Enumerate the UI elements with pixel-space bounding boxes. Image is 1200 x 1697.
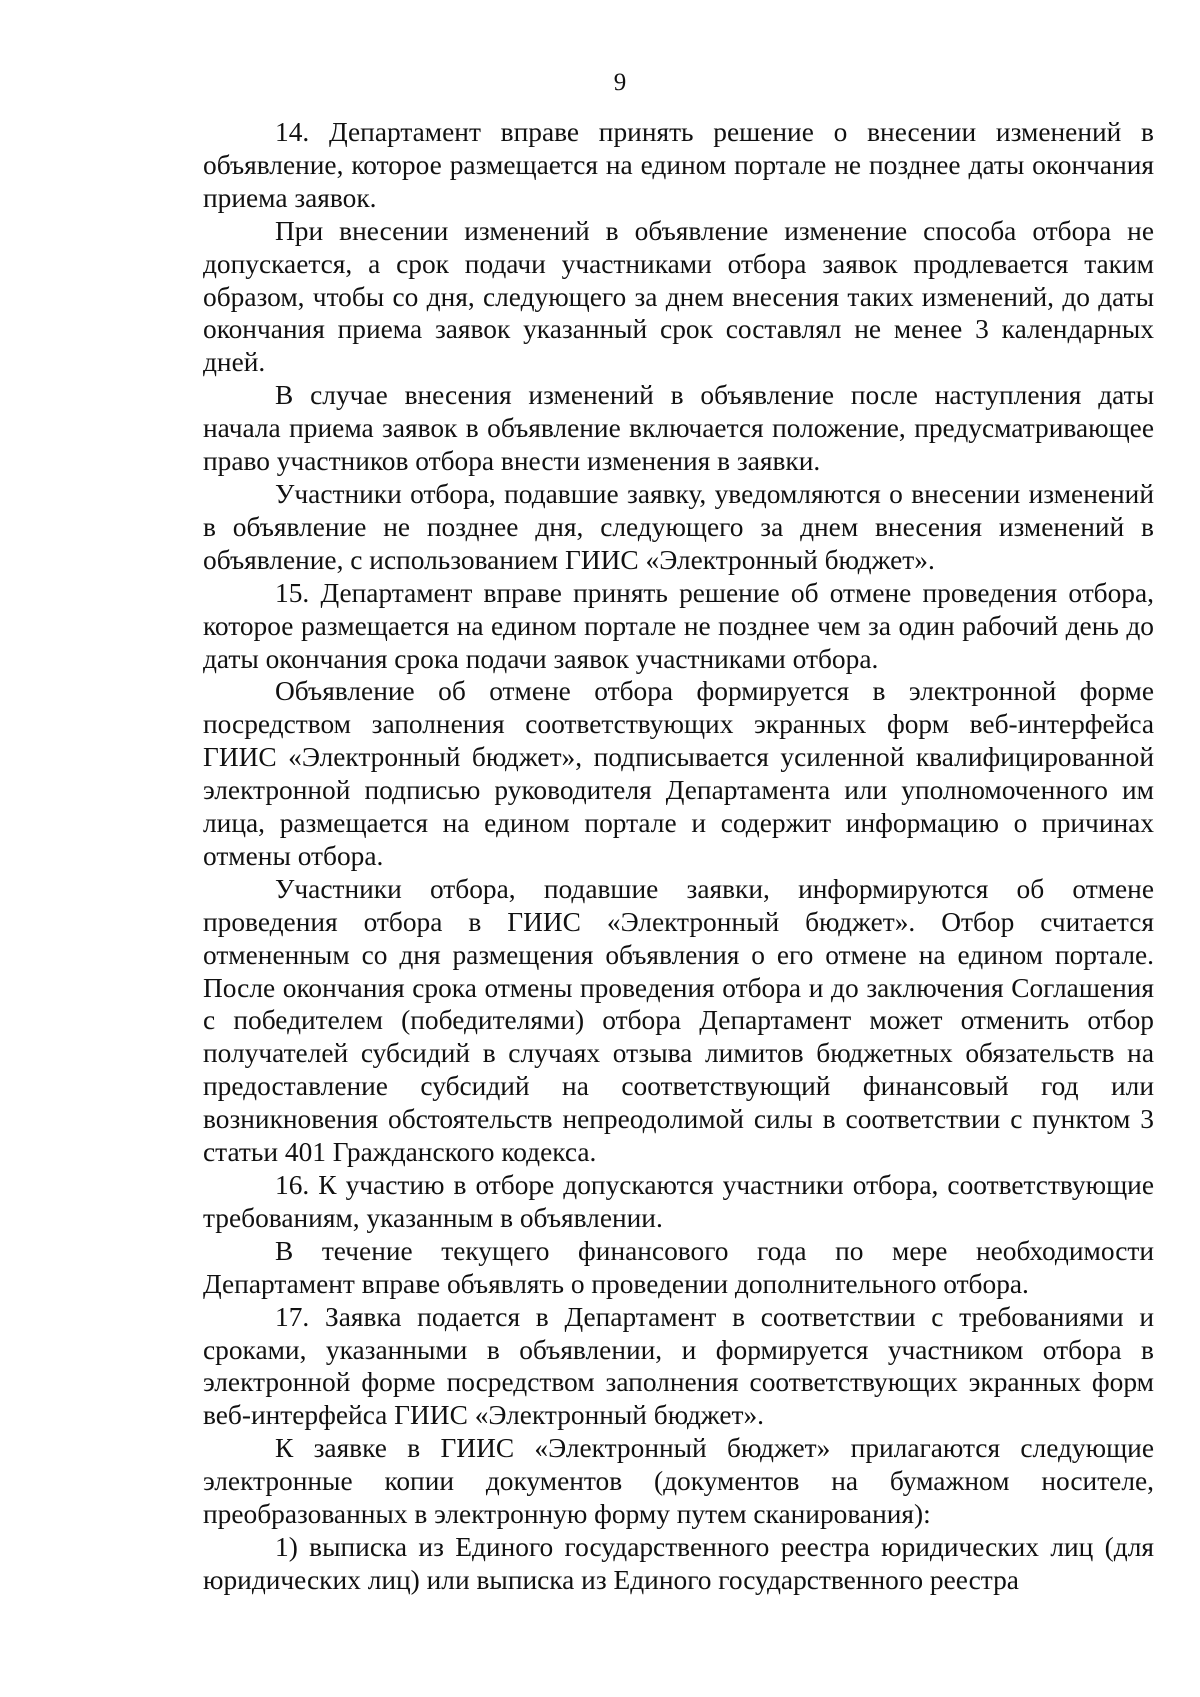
paragraph-16: 16. К участию в отборе допускаются участники отбора, соответствующие требованиям, указанным в объявлении. <box>203 1170 1154 1233</box>
paragraph-17-attachments: К заявке в ГИИС «Электронный бюджет» прилагаются следующие электронные копии документов (документов на бумажном носителе, преобразованных в электронную форму путем сканирования): <box>203 1433 1154 1530</box>
paragraph-14: 14. Департамент вправе принять решение о внесении изменений в объявление, которое размещается на едином портале не позднее даты окончания приема заявок. <box>203 117 1154 213</box>
paragraph-16-additional: В течение текущего финансового года по мере необходимости Департамент вправе объявлять о проведении дополнительного отбора. <box>203 1235 1154 1299</box>
page-number: 9 <box>613 69 627 96</box>
paragraph-14-changes: При внесении изменений в объявление изменение способа отбора не допускается, а срок подачи участниками отбора заявок продлевается таким образом, чтобы со дня, следующего за днем внесения таких изменений, до даты окончания приема заявок указанный срок составлял не менее 3 календарных дней. <box>203 215 1154 378</box>
document-body <box>203 116 1154 1597</box>
paragraph-14-notification: Участники отбора, подавшие заявку, уведомляются о внесении изменений в объявление не позднее дня, следующего за днем внесения изменений в объявление, с использованием ГИИС «Электронный бюджет». <box>203 478 1154 575</box>
paragraph-17: 17. Заявка подается в Департамент в соответствии с требованиями и сроками, указанными в объявлении, и формируется участником отбора в электронной форме посредством заполнения соответствующих экранных форм веб-интерфейса ГИИС «Электронный бюджет». <box>203 1301 1154 1431</box>
paragraph-15-participants: Участники отбора, подавшие заявки, информируются об отмене проведения отбора в ГИИС «Электронный бюджет». Отбор считается отмененным со дня размещения объявления о его отмене на едином портале. После окончания срока отмены проведения отбора и до заключения Соглашения с победителем (победителями) отбора Департамент может отменить отбор получателей субсидий в случаях отзыва лимитов бюджетных обязательств на предоставление субсидий на соответствующий финансовый год или возникновения обстоятельств непреодолимой силы в соответствии с пунктом 3 статьи 401 Гражданского кодекса. <box>203 873 1154 1168</box>
paragraph-14-after-start: В случае внесения изменений в объявление после наступления даты начала приема заявок в объявление включается положение, предусматривающее право участников отбора внести изменения в заявки. <box>203 380 1154 477</box>
paragraph-15: 15. Департамент вправе принять решение об отмене проведения отбора, которое размещается на едином портале не позднее чем за один рабочий день до даты окончания срока подачи заявок участниками отбора. <box>203 577 1154 674</box>
paragraph-15-announcement: Объявление об отмене отбора формируется в электронной форме посредством заполнения соответствующих экранных форм веб-интерфейса ГИИС «Электронный бюджет», подписывается усиленной квалифицированной электронной подписью руководителя Департамента или уполномоченного им лица, размещается на едином портале и содержит информацию о причинах отмены отбора. <box>203 676 1154 871</box>
list-item-1: 1) выписка из Единого государственного реестра юридических лиц (для юридических лиц) или выписка из Единого государственного реестра <box>203 1531 1154 1595</box>
